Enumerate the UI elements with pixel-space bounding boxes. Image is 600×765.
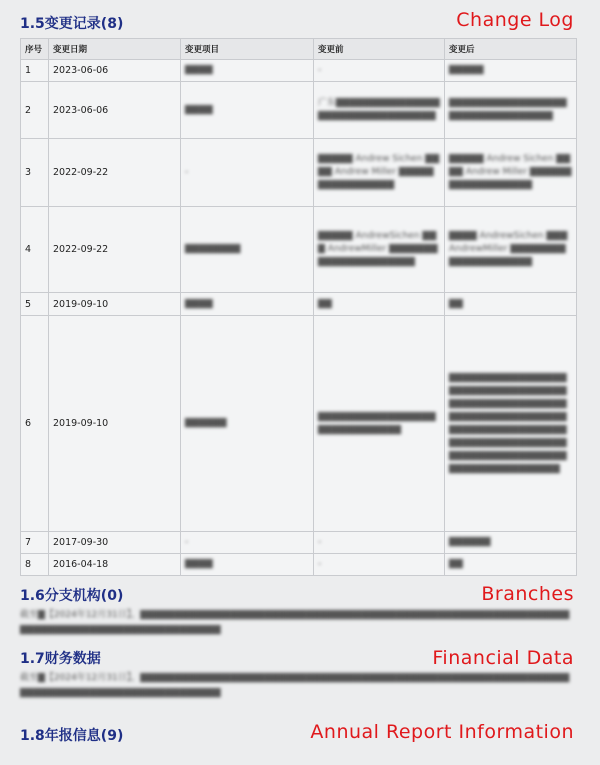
cell-before: ▇▇ <box>314 293 445 316</box>
cell-before: ▇▇▇▇▇ AndrewSichen ▇▇▇ AndrewMiller ▇▇▇▇▇▇▇▇▇▇▇▇▇▇▇▇▇▇▇▇▇ <box>314 207 445 293</box>
cell-item: - <box>181 139 314 207</box>
cell-before: - <box>314 532 445 554</box>
cell-no: 3 <box>21 139 49 207</box>
col-header-before: 变更前 <box>314 39 445 60</box>
cell-date: 2023-06-06 <box>49 60 181 82</box>
cell-after: ▇▇▇▇▇ <box>445 60 577 82</box>
table-row <box>21 554 577 576</box>
cell-item: ▇▇▇▇ <box>181 60 314 82</box>
cell-after: ▇▇▇▇▇▇ <box>445 532 577 554</box>
cell-after: ▇▇ <box>445 554 577 576</box>
cell-no: 5 <box>21 293 49 316</box>
cell-after: ▇▇▇▇▇ Andrew Sichen ▇▇▇▇ Andrew Miller ▇▇▇▇▇▇▇▇▇▇▇▇▇▇▇▇▇▇ <box>445 139 577 207</box>
cell-after: ▇▇▇▇ AndrewSichen ▇▇▇ AndrewMiller ▇▇▇▇▇▇▇▇▇▇▇▇▇▇▇▇▇▇▇▇ <box>445 207 577 293</box>
annual-report-title: 1.8年报信息(9) <box>20 728 124 744</box>
financial-title: 1.7财务数据 <box>20 651 101 667</box>
table-header-row <box>21 39 577 60</box>
cell-before: ▇▇▇▇▇▇▇▇▇▇▇▇▇▇▇▇▇▇▇▇▇▇▇▇▇▇▇▇▇ <box>314 316 445 532</box>
cell-item: - <box>181 532 314 554</box>
cell-date: 2016-04-18 <box>49 554 181 576</box>
cell-item: ▇▇▇▇▇▇ <box>181 316 314 532</box>
branches-title: 1.6分支机构(0) <box>20 588 124 604</box>
cell-before: - <box>314 60 445 82</box>
cell-item: ▇▇▇▇ <box>181 82 314 139</box>
cell-after: ▇▇▇▇▇▇▇▇▇▇▇▇▇▇▇▇▇▇▇▇▇▇▇▇▇▇▇▇▇▇▇▇ <box>445 82 577 139</box>
cell-before: ▇▇▇▇▇ Andrew Sichen ▇▇▇▇ Andrew Miller ▇▇▇▇▇▇▇▇▇▇▇▇▇▇▇▇ <box>314 139 445 207</box>
table-row <box>21 316 577 532</box>
cell-date: 2023-06-06 <box>49 82 181 139</box>
cell-after: ▇▇ <box>445 293 577 316</box>
branches-text: 截至▇【2024年12月31日】，▇▇▇▇▇▇▇▇▇▇▇▇▇▇▇▇▇▇▇▇▇▇▇▇▇▇▇▇▇▇▇▇▇▇▇▇▇▇▇▇▇▇▇▇▇▇▇▇▇▇▇▇▇▇▇▇▇▇▇▇▇▇▇▇▇▇▇▇▇▇▇▇▇▇▇▇▇▇▇▇▇▇▇▇▇▇▇▇▇▇▇ <box>20 610 570 635</box>
cell-item: ▇▇▇▇ <box>181 293 314 316</box>
cell-date: 2022-09-22 <box>49 207 181 293</box>
cell-before: - <box>314 554 445 576</box>
cell-after: ▇▇▇▇▇▇▇▇▇▇▇▇▇▇▇▇▇▇▇▇▇▇▇▇▇▇▇▇▇▇▇▇▇▇▇▇▇▇▇▇▇▇▇▇▇▇▇▇▇▇▇▇▇▇▇▇▇▇▇▇▇▇▇▇▇▇▇▇▇▇▇▇▇▇▇▇▇▇▇▇▇▇▇▇▇▇▇▇▇▇▇▇▇▇▇▇▇▇▇▇▇▇▇▇▇▇▇▇▇▇▇▇▇▇▇▇▇▇▇▇▇▇▇▇▇▇▇▇▇▇▇▇▇▇▇ <box>445 316 577 532</box>
col-header-no: 序号 <box>21 39 49 60</box>
cell-date: 2019-09-10 <box>49 316 181 532</box>
col-header-date: 变更日期 <box>49 39 181 60</box>
change-log-table <box>20 38 577 576</box>
cell-date: 2022-09-22 <box>49 139 181 207</box>
col-header-item: 变更项目 <box>181 39 314 60</box>
cell-no: 4 <box>21 207 49 293</box>
cell-no: 2 <box>21 82 49 139</box>
cell-no: 7 <box>21 532 49 554</box>
col-header-after: 变更后 <box>445 39 577 60</box>
change-log-title: 1.5变更记录(8) <box>20 16 124 32</box>
cell-before: 广东▇▇▇▇▇▇▇▇▇▇▇▇▇▇▇▇▇▇▇▇▇▇▇▇▇▇▇▇▇▇▇▇ <box>314 82 445 139</box>
branches-label-en: Branches <box>481 583 574 605</box>
change-log-label-en: Change Log <box>456 9 574 31</box>
table-row <box>21 82 577 139</box>
table-row <box>21 139 577 207</box>
cell-no: 8 <box>21 554 49 576</box>
table-row <box>21 60 577 82</box>
cell-item: ▇▇▇▇▇▇▇▇ <box>181 207 314 293</box>
cell-no: 6 <box>21 316 49 532</box>
table-row <box>21 293 577 316</box>
cell-no: 1 <box>21 60 49 82</box>
table-row <box>21 207 577 293</box>
annual-report-label-en: Annual Report Information <box>310 721 574 743</box>
table-row <box>21 532 577 554</box>
cell-date: 2019-09-10 <box>49 293 181 316</box>
financial-label-en: Financial Data <box>432 647 574 669</box>
cell-date: 2017-09-30 <box>49 532 181 554</box>
cell-item: ▇▇▇▇ <box>181 554 314 576</box>
financial-text: 截至▇【2024年12月31日】，▇▇▇▇▇▇▇▇▇▇▇▇▇▇▇▇▇▇▇▇▇▇▇▇▇▇▇▇▇▇▇▇▇▇▇▇▇▇▇▇▇▇▇▇▇▇▇▇▇▇▇▇▇▇▇▇▇▇▇▇▇▇▇▇▇▇▇▇▇▇▇▇▇▇▇▇▇▇▇▇▇▇▇▇▇▇▇▇▇▇▇ <box>20 673 570 698</box>
